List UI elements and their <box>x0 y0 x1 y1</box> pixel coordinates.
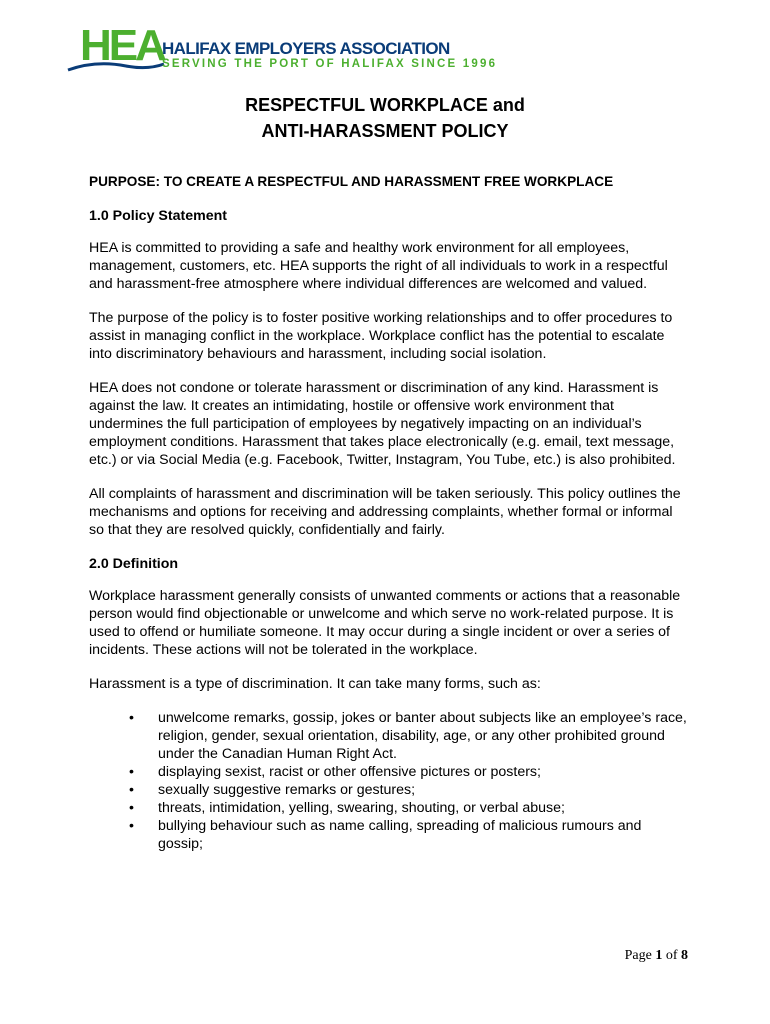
document-title <box>0 92 770 144</box>
organization-tagline: SERVING THE PORT OF HALIFAX SINCE 1996 <box>162 58 498 70</box>
organization-name: HALIFAX EMPLOYERS ASSOCIATION <box>162 39 450 58</box>
paragraph: Workplace harassment generally consists of unwanted comments or actions that a reasonable person would find objectionable or unwelcome and which serve no work-related purpose. It is used to offend or humiliate someone. It may occur during a single incident or over a series of incidents. These actions will not be tolerated in the workplace. <box>89 588 681 658</box>
page-word: Page <box>624 948 652 963</box>
list-item: • unwelcome remarks, gossip, jokes or banter about subjects like an employee’s race, religion, gender, sexual orientation, disability, age, or any other prohibited ground under the Canadian Human Right Act. <box>129 709 689 763</box>
page-number <box>625 948 688 964</box>
logo-mark <box>66 21 166 82</box>
purpose-statement: PURPOSE: TO CREATE A RESPECTFUL AND HARASSMENT FREE WORKPLACE <box>89 174 614 189</box>
of-word: of <box>665 948 678 963</box>
paragraph: The purpose of the policy is to foster positive working relationships and to offer procedures to assist in managing conflict in the workplace. Workplace conflict has the potential to escalate into discriminatory behaviours and harassment, including social isolation. <box>89 310 673 362</box>
document-body <box>89 173 689 853</box>
paragraph: HEA is committed to providing a safe and healthy work environment for all employees, management, customers, etc. HEA supports the right of all individuals to work in a respectful and harassment-free atmosphere where individual differences are welcomed and valued. <box>89 240 668 292</box>
paragraph: Harassment is a type of discrimination. It can take many forms, such as: <box>89 676 541 692</box>
hea-logo <box>66 21 498 86</box>
title-line-1: RESPECTFUL WORKPLACE and <box>245 95 525 115</box>
list-item: • threats, intimidation, yelling, swearing, shouting, or verbal abuse; <box>129 799 689 817</box>
section-heading-definition: 2.0 Definition <box>89 556 179 572</box>
logo-letters: HEA <box>80 21 164 70</box>
page-total: 8 <box>681 948 688 963</box>
title-line-2: ANTI-HARASSMENT POLICY <box>261 121 509 141</box>
section-heading-policy-statement: 1.0 Policy Statement <box>89 208 227 224</box>
harassment-forms-list <box>129 709 689 853</box>
list-item: • sexually suggestive remarks or gestures; <box>129 781 689 799</box>
list-item: • displaying sexist, racist or other offensive pictures or posters; <box>129 763 689 781</box>
page-current: 1 <box>655 948 663 963</box>
paragraph: All complaints of harassment and discrimination will be taken seriously. This policy outlines the mechanisms and options for receiving and addressing complaints, whether formal or informal so that they are resolved quickly, confidentially and fairly. <box>89 486 681 538</box>
paragraph: HEA does not condone or tolerate harassment or discrimination of any kind. Harassment is against the law. It creates an intimidating, hostile or offensive work environment that undermines the full participation of employees by negatively impacting on an individual’s employment conditions. Harassment that takes place electronically (e.g. email, text message, etc.) or via Social Media (e.g. Facebook, Twitter, Instagram, You Tube, etc.) is also prohibited. <box>89 380 676 468</box>
list-item: • bullying behaviour such as name calling, spreading of malicious rumours and gossip; <box>129 817 689 853</box>
